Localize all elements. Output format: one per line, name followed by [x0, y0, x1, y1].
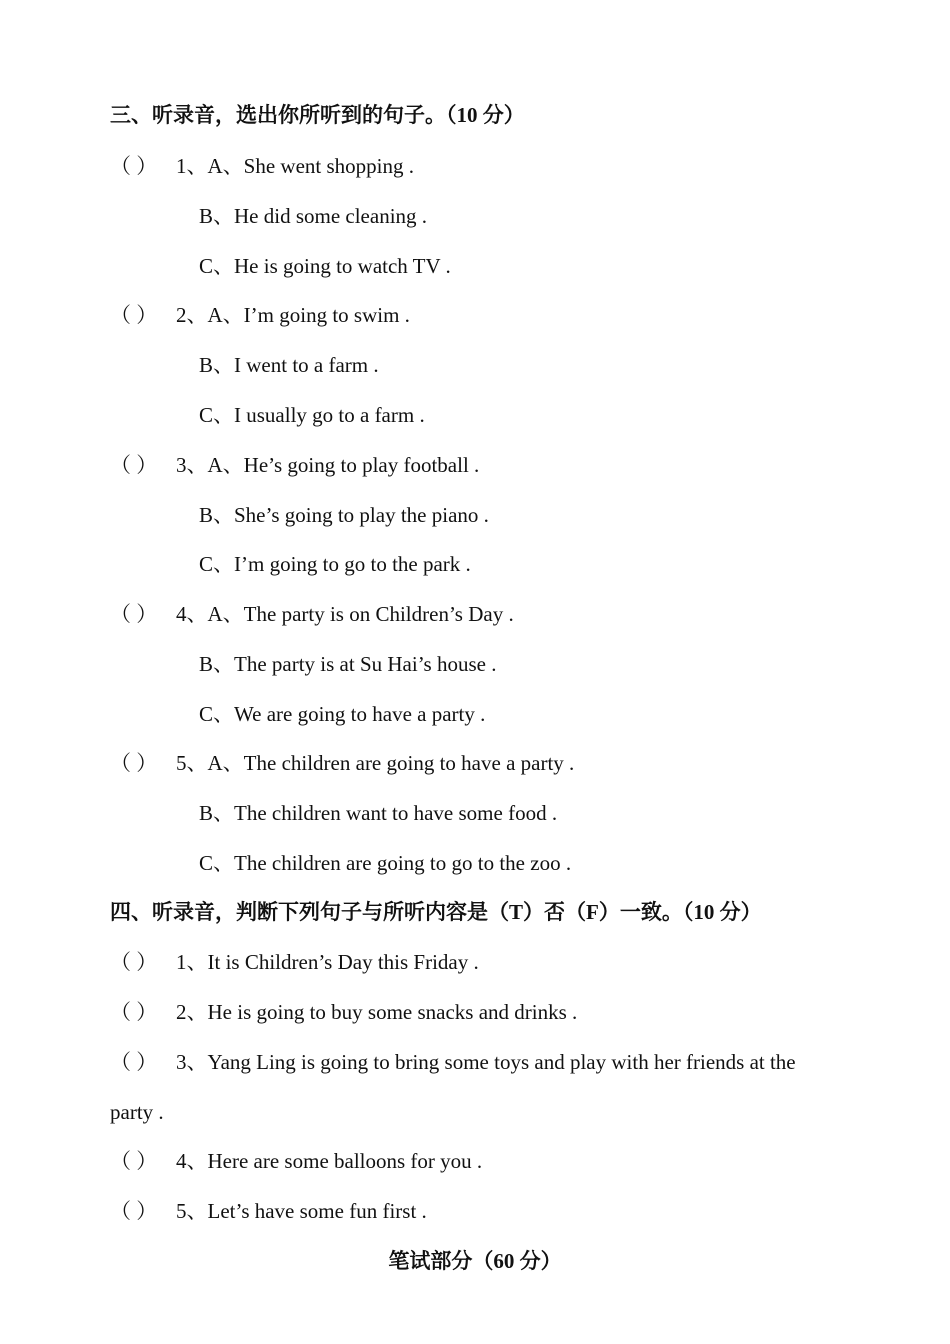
statement-text: 3、Yang Ling is going to bring some toys and play with her friends at the — [176, 1050, 796, 1074]
q5-option-b: B、The children want to have some food . — [199, 801, 558, 825]
q1-option-b: B、He did some cleaning . — [199, 204, 428, 228]
s4-item-4 — [110, 1147, 880, 1175]
q1-option-c: C、He is going to watch TV . — [199, 254, 451, 278]
answer-blank[interactable]: （ ） — [110, 1199, 158, 1223]
s4-item-3 — [110, 1048, 880, 1076]
q3-option-b: B、She’s going to play the piano . — [199, 503, 489, 527]
q2-line-a — [110, 301, 880, 329]
q3-line-a — [110, 451, 880, 479]
option-a: 2、A、I’m going to swim . — [176, 303, 410, 327]
q1-line-a — [110, 152, 880, 180]
option-a: 3、A、He’s going to play football . — [176, 453, 480, 477]
answer-blank[interactable]: （ ） — [110, 950, 158, 974]
q5-option-c: C、The children are going to go to the zoo . — [199, 851, 572, 875]
written-part-heading: 笔试部分（60 分） — [388, 1249, 562, 1273]
statement-text: 5、Let’s have some fun first . — [176, 1199, 427, 1223]
answer-blank[interactable]: （ ） — [110, 154, 158, 178]
option-a: 5、A、The children are going to have a party . — [176, 751, 575, 775]
s4-item-5 — [110, 1197, 880, 1225]
answer-blank[interactable]: （ ） — [110, 1000, 158, 1024]
s4-item-3-continuation: party . — [110, 1100, 164, 1124]
statement-text: 2、He is going to buy some snacks and drinks . — [176, 1000, 578, 1024]
answer-blank[interactable]: （ ） — [110, 303, 158, 327]
s4-item-1 — [110, 948, 880, 976]
answer-blank[interactable]: （ ） — [110, 602, 158, 626]
answer-blank[interactable]: （ ） — [110, 751, 158, 775]
q2-option-c: C、I usually go to a farm . — [199, 403, 425, 427]
statement-text: 1、It is Children’s Day this Friday . — [176, 950, 479, 974]
q2-option-b: B、I went to a farm . — [199, 353, 379, 377]
q3-option-c: C、I’m going to go to the park . — [199, 552, 471, 576]
option-a: 4、A、The party is on Children’s Day . — [176, 602, 514, 626]
answer-blank[interactable]: （ ） — [110, 1149, 158, 1173]
q4-line-a — [110, 600, 880, 628]
section4-heading: 四、听录音，判断下列句子与所听内容是（T）否（F）一致。（10 分） — [110, 900, 762, 924]
q5-line-a — [110, 749, 880, 777]
q4-option-b: B、The party is at Su Hai’s house . — [199, 652, 497, 676]
answer-blank[interactable]: （ ） — [110, 1050, 158, 1074]
section3-heading: 三、听录音，选出你所听到的句子。（10 分） — [110, 103, 525, 127]
q4-option-c: C、We are going to have a party . — [199, 702, 486, 726]
option-a: 1、A、She went shopping . — [176, 154, 414, 178]
statement-text: 4、Here are some balloons for you . — [176, 1149, 483, 1173]
s4-item-2 — [110, 998, 880, 1026]
answer-blank[interactable]: （ ） — [110, 453, 158, 477]
